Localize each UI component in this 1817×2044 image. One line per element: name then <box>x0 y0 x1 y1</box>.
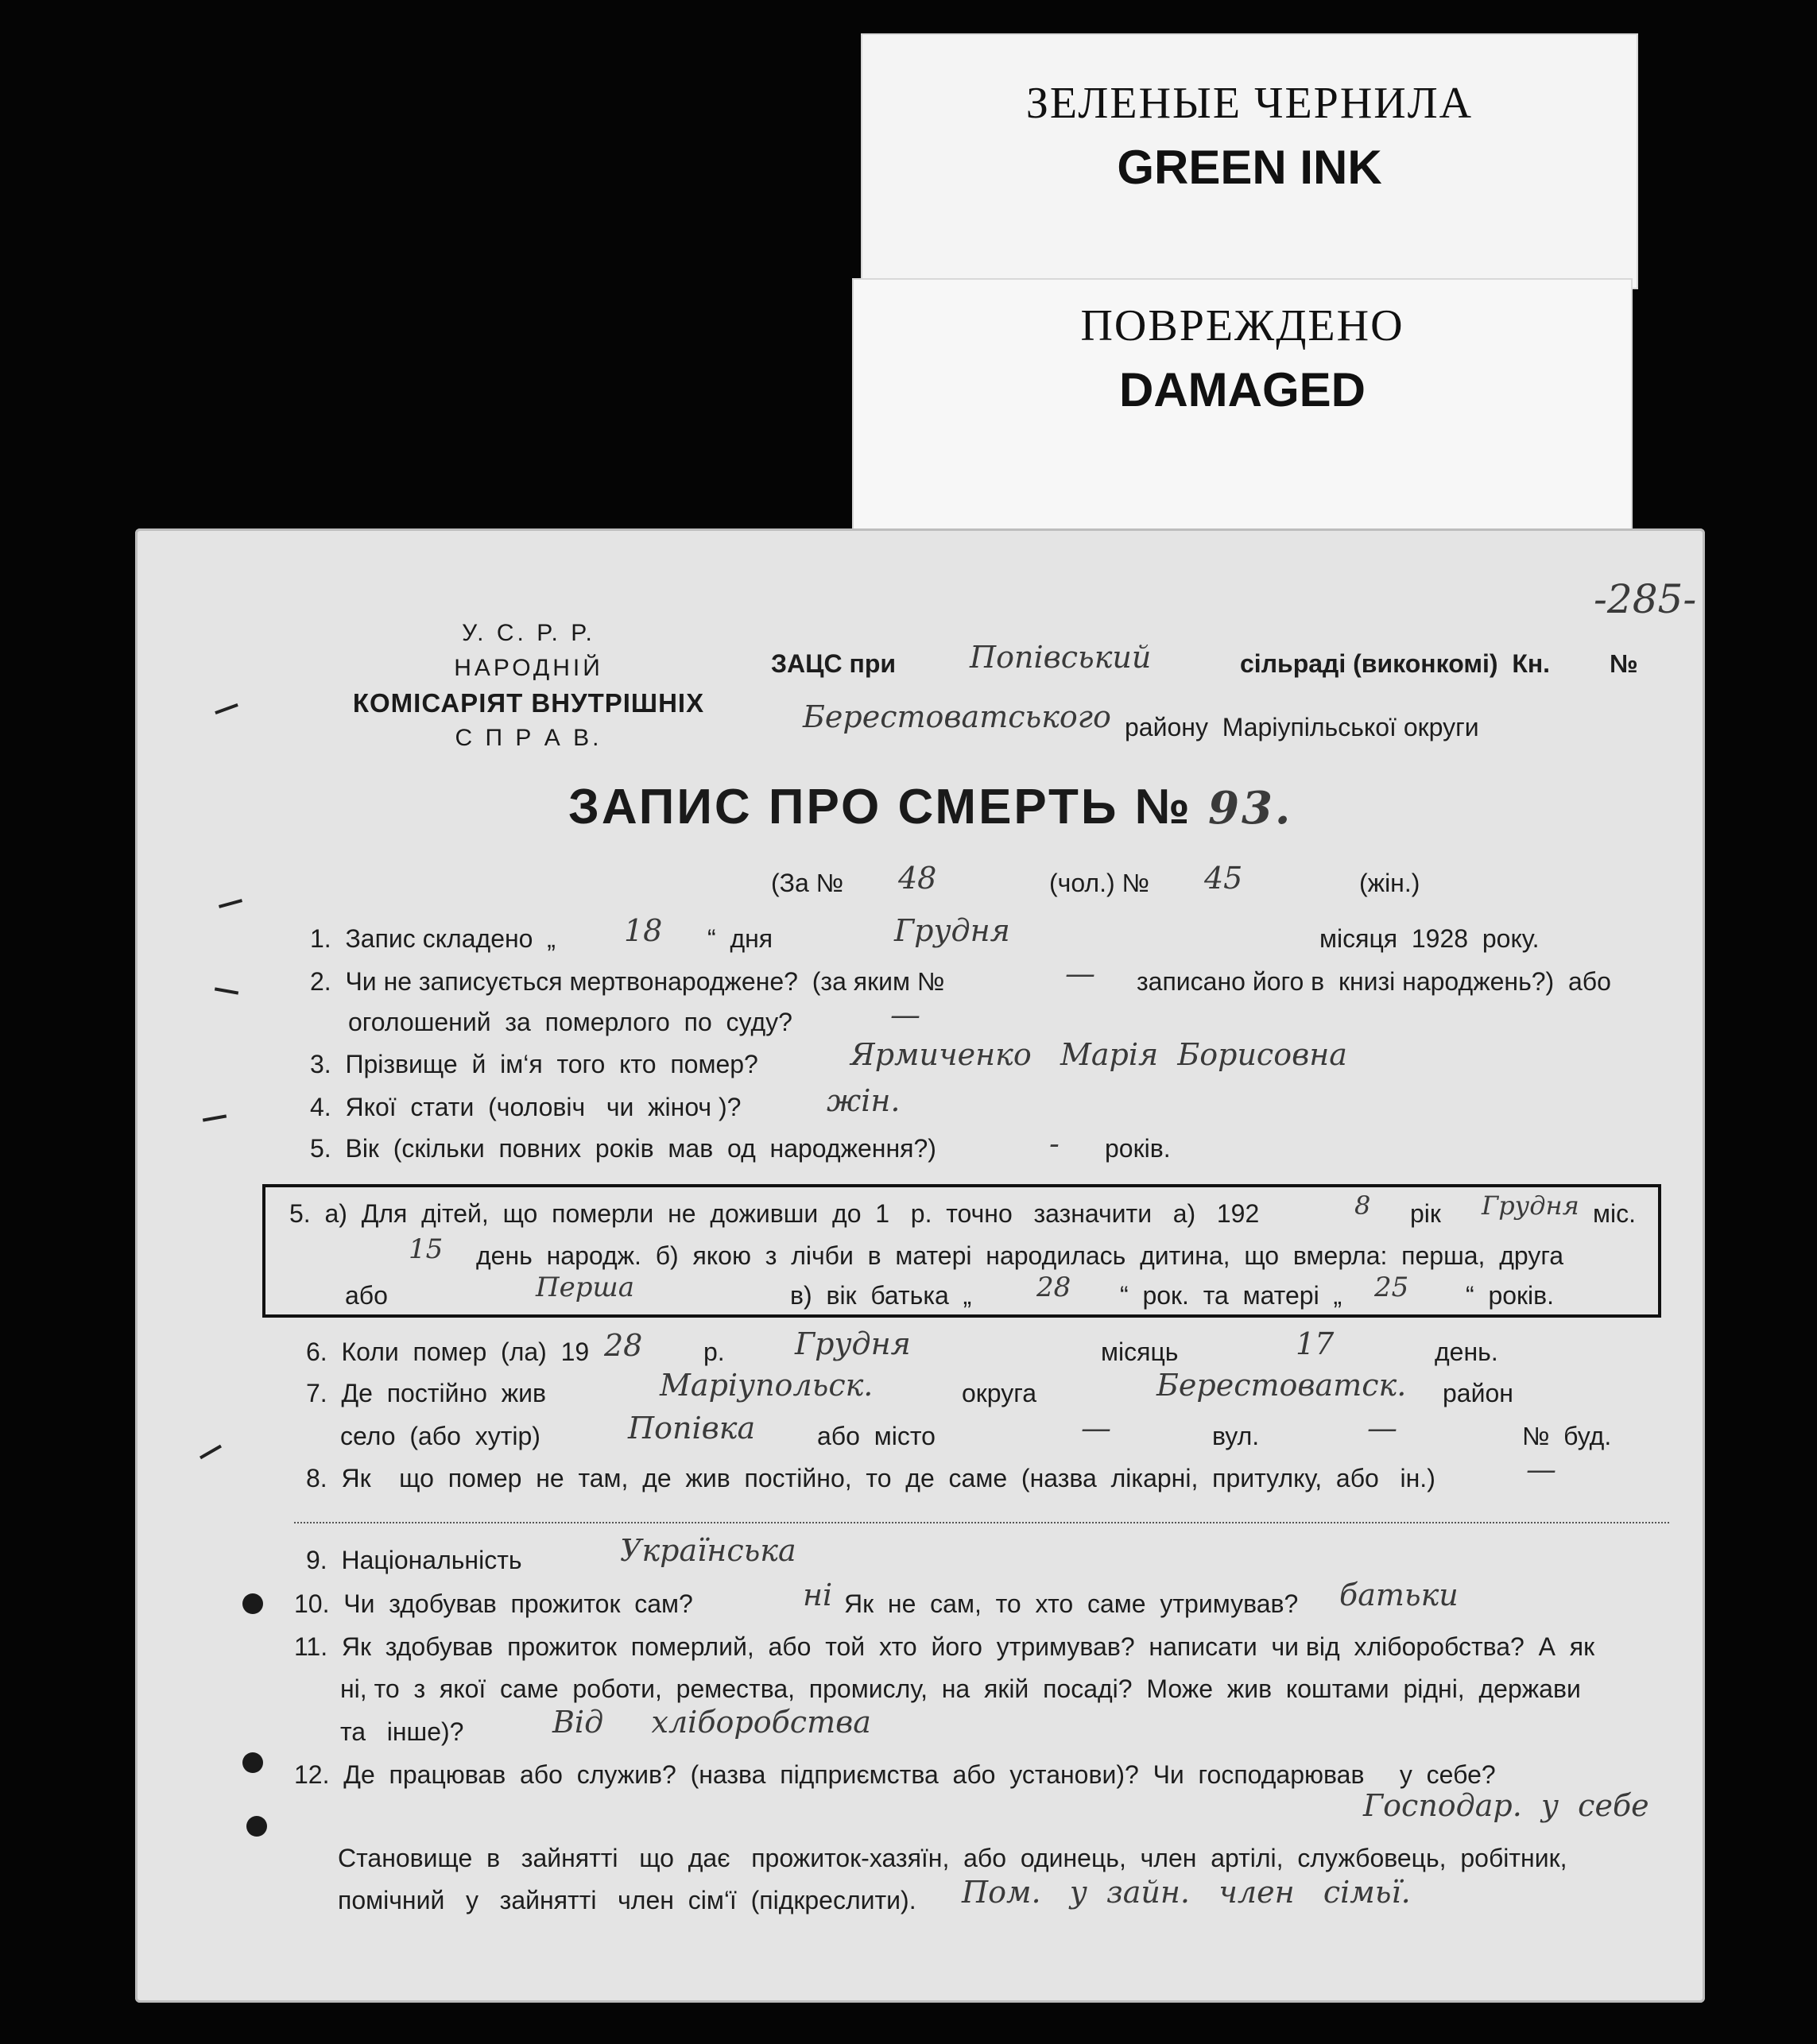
item-6-day: 17 <box>1296 1326 1335 1361</box>
item-5a-mother-label: “ рок. та матері „ <box>1120 1281 1342 1310</box>
status-label-a: Становище в зайнятті що дає прожиток-хазяїн, або одинець, член артілі, службовець, робітник, <box>338 1844 1567 1872</box>
item-7-selo: Попівка <box>628 1411 756 1446</box>
item-1-day: 18 <box>624 913 663 948</box>
issuer-block <box>306 616 751 756</box>
item-8-value: — <box>1526 1452 1556 1487</box>
item-5a-box <box>262 1184 1661 1318</box>
item-7-bud-label: № буд. <box>1522 1422 1612 1450</box>
item-5a-father-age: 28 <box>1036 1272 1071 1303</box>
item-10-label-b: Як не сам, то хто саме утримував? <box>844 1589 1299 1618</box>
za-label: (За № <box>771 869 843 897</box>
binding-mark <box>215 703 238 714</box>
item-5a-mis: міс. <box>1593 1199 1636 1228</box>
item-1-year: місяця 1928 року. <box>1319 924 1540 953</box>
green-ink-ru: ЗЕЛЕНЫЕ ЧЕРНИЛА <box>1025 79 1474 128</box>
status-value: Пом. у зайн. член сімьї. <box>962 1875 1411 1910</box>
item-5a-mother-age: 25 <box>1374 1272 1409 1303</box>
raion-suffix: району Маріупільської округи <box>1125 713 1479 741</box>
item-7-label: 7. Де постійно жив <box>306 1379 547 1407</box>
item-4-label: 4. Якої стати (чоловіч чи жіноч )? <box>310 1093 742 1121</box>
male-label: (чол.) № <box>1049 869 1149 897</box>
zags-prefix: ЗАЦС при <box>771 649 897 678</box>
binding-mark <box>215 987 238 994</box>
status-label-b: помічний у зайнятті член сім‘ї (підкреслити). <box>338 1886 916 1914</box>
item-7-raion: Берестоватск. <box>1156 1368 1407 1403</box>
item-8-label: 8. Як що помер не там, де жив постійно, то де саме (назва лікарні, притулку, або ін.) <box>306 1464 1435 1492</box>
item-1-month: Грудня <box>894 913 1010 948</box>
death-record-form <box>135 528 1705 2003</box>
green-ink-en: GREEN INK <box>1117 141 1382 194</box>
item-3-label: 3. Прізвище й ім‘я того кто помер? <box>310 1050 758 1078</box>
item-8-blank-line <box>294 1522 1669 1523</box>
item-5a-birth-order: Перша <box>536 1272 635 1303</box>
corner-number: -285- <box>1594 576 1697 622</box>
item-11-label-c: та інше)? <box>340 1717 464 1746</box>
item-9-label: 9. Національність <box>306 1546 522 1574</box>
item-7-misto-label: або місто <box>817 1422 936 1450</box>
zags-village-handwritten: Попівський <box>970 640 1152 675</box>
item-11-label-a: 11. Як здобував прожиток померлий, або той хто його утримував? написати чи від хліборобства? А як <box>294 1632 1595 1661</box>
item-5a-father-label: в) вік батька „ <box>790 1281 972 1310</box>
punch-hole <box>242 1752 263 1773</box>
binding-mark <box>200 1445 222 1459</box>
item-7-selo-label: село (або хутір) <box>340 1422 540 1450</box>
item-1-label: 1. Запис складено „ <box>310 924 556 953</box>
item-7-vul: — <box>1367 1411 1397 1446</box>
damaged-en: DAMAGED <box>1119 363 1366 416</box>
item-12-label: 12. Де працював або служив? (назва підприємства або установи)? Чи господарював у себе? <box>294 1760 1496 1789</box>
item-5-years: років. <box>1105 1134 1171 1163</box>
org-line-1: НАРОДНІЙ <box>454 655 603 681</box>
item-7-misto: — <box>1081 1411 1111 1446</box>
punch-hole <box>246 1816 267 1837</box>
book-number-sign: № <box>1610 649 1638 678</box>
item-7-okruha-label: округа <box>962 1379 1036 1407</box>
item-6-r: р. <box>703 1338 725 1366</box>
item-1-day-suffix: “ дня <box>707 924 773 953</box>
item-4-sex: жін. <box>827 1083 901 1118</box>
item-5a-line1: 5. а) Для дітей, що померли не доживши до 1 р. точно зазначити а) 192 <box>289 1199 1260 1228</box>
item-5a-abo: або <box>345 1281 388 1310</box>
title-text: ЗАПИС ПРО СМЕРТЬ № <box>568 780 1192 834</box>
usrr-line: У. С. Р. Р. <box>462 620 595 646</box>
binding-mark <box>219 899 242 908</box>
item-10-self: ні <box>803 1578 833 1612</box>
item-2-dash: — <box>1065 956 1095 991</box>
item-6-day-label: день. <box>1435 1338 1498 1366</box>
item-9-nationality: Українська <box>620 1533 796 1568</box>
item-6-label: 6. Коли помер (ла) 19 <box>306 1338 590 1366</box>
item-5a-rik: рік <box>1410 1199 1441 1228</box>
item-7-raion-label: район <box>1443 1379 1513 1407</box>
item-5a-birth-day: 15 <box>409 1233 444 1265</box>
page-title <box>568 779 1292 835</box>
item-7-vul-label: вул. <box>1212 1422 1260 1450</box>
female-count: 45 <box>1204 861 1243 896</box>
item-5a-birth-year: 8 <box>1354 1190 1371 1221</box>
item-10-label: 10. Чи здобував прожиток сам? <box>294 1589 693 1618</box>
item-6-month-label: місяць <box>1101 1338 1179 1366</box>
item-5a-years: “ років. <box>1466 1281 1555 1310</box>
item-2-label-b: записано його в книзі народжень?) або <box>1137 967 1611 996</box>
item-5-age: - <box>1049 1126 1060 1161</box>
item-2-dash-2: — <box>890 997 920 1032</box>
item-2-label: 2. Чи не записується мертвонароджене? (за яким № <box>310 967 945 996</box>
female-label: (жін.) <box>1359 869 1420 897</box>
item-5a-line2: день народж. б) якою з лічби в матері народилась дитина, що вмерла: перша, друга <box>476 1241 1564 1270</box>
item-12-workplace: Господар. у себе <box>1363 1788 1649 1823</box>
damaged-ru: ПОВРЕЖДЕНО <box>1080 301 1404 350</box>
binding-mark <box>203 1114 227 1121</box>
punch-hole <box>242 1593 263 1614</box>
org-line-2: КОМІСАРІЯТ ВНУТРІШНІХ <box>352 688 705 718</box>
male-count: 48 <box>898 861 937 896</box>
item-11-label-b: ні, то з якої саме роботи, ремества, промислу, на якій посаді? Може жив коштами рідні, держави <box>340 1674 1581 1703</box>
item-10-supporter: батьки <box>1339 1578 1459 1612</box>
raion-handwritten: Берестоватського <box>803 699 1111 734</box>
item-6-month: Грудня <box>795 1326 911 1361</box>
zags-suffix: сільраді (виконкомі) Кн. <box>1240 649 1551 678</box>
item-6-year: 28 <box>604 1328 643 1363</box>
org-line-3: С П Р А В. <box>455 725 602 751</box>
item-2-label-c: оголошений за померлого по суду? <box>348 1008 792 1036</box>
item-5-label: 5. Вік (скільки повних років мав од народження?) <box>310 1134 936 1163</box>
item-5a-birth-month: Грудня <box>1482 1190 1579 1221</box>
item-11-occupation: Від хліборобства <box>552 1705 871 1740</box>
record-number: 93. <box>1207 782 1293 834</box>
damaged-label-card <box>852 278 1633 531</box>
item-7-okruha: Маріупольск. <box>660 1368 874 1403</box>
green-ink-label-card <box>861 33 1638 289</box>
item-3-deceased-name: Ярмиченко Марія Борисовна <box>850 1037 1347 1072</box>
